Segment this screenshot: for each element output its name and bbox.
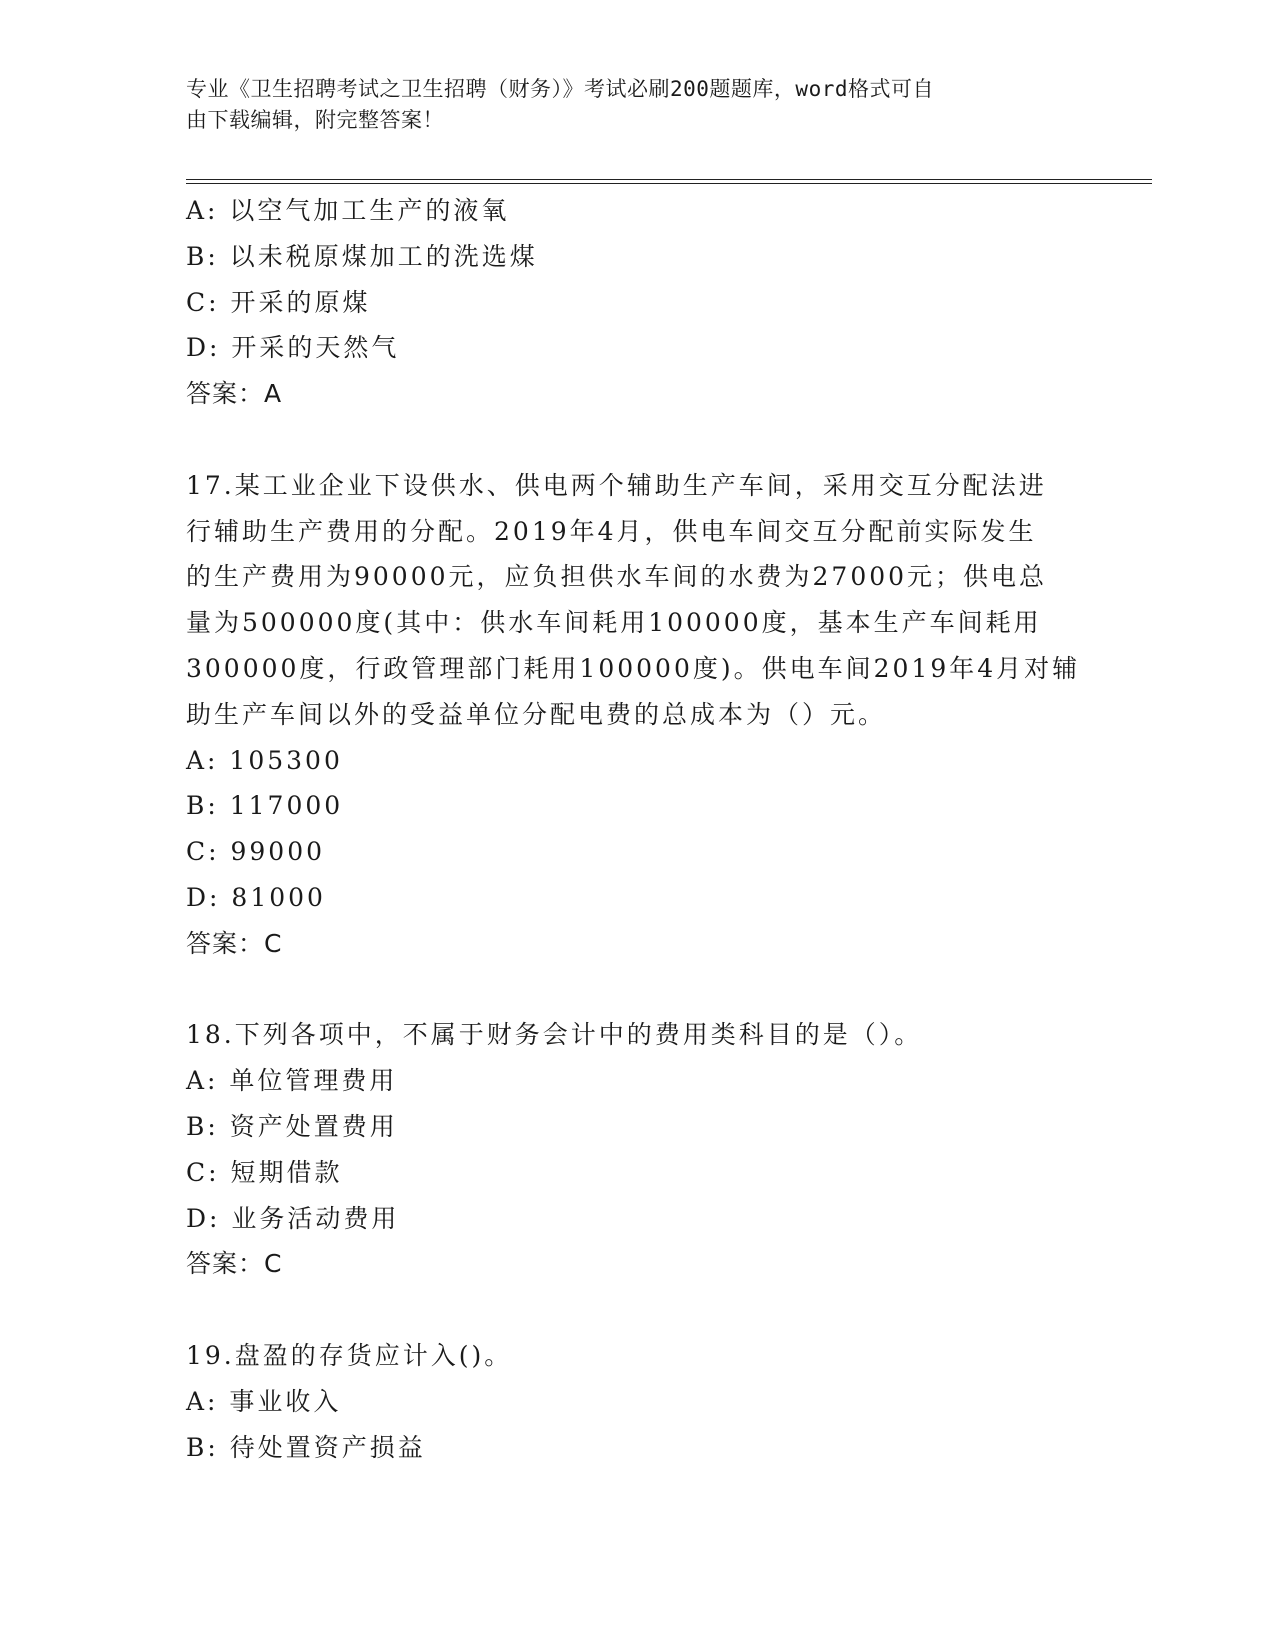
option-b: B: 资产处置费用 (186, 1111, 398, 1141)
option-d: D: 业务活动费用 (186, 1203, 400, 1233)
header-divider-top (186, 179, 1152, 180)
question-line: 量为500000度(其中：供水车间耗用100000度，基本生产车间耗用 (186, 608, 1042, 638)
spacer (186, 417, 1086, 463)
option-c: C: 开采的原煤 (186, 287, 371, 317)
question-16 (186, 188, 1086, 417)
question-line: 行辅助生产费用的分配。2019年4月，供电车间交互分配前实际发生 (186, 516, 1037, 546)
header-divider-bottom (186, 183, 1152, 184)
question-line: 300000度，行政管理部门耗用100000度)。供电车间2019年4月对辅 (186, 653, 1081, 683)
answer-line: 答案：C (186, 1249, 283, 1279)
header-line-1: 专业《卫生招聘考试之卫生招聘（财务）》考试必刷200题题库，word格式可自 (186, 77, 934, 101)
question-line: 助生产车间以外的受益单位分配电费的总成本为（）元。 (186, 699, 887, 729)
option-b: B: 待处置资产损益 (186, 1432, 426, 1462)
option-a: A: 单位管理费用 (186, 1066, 398, 1096)
question-17 (186, 463, 1086, 967)
question-18 (186, 1012, 1086, 1287)
option-a: A: 以空气加工生产的液氧 (186, 196, 510, 225)
option-d: D: 81000 (186, 882, 326, 912)
question-line: 17.某工业企业下设供水、供电两个辅助生产车间，采用交互分配法进 (186, 470, 1047, 500)
question-text: 19.盘盈的存货应计入()。 (186, 1340, 513, 1370)
option-b: B: 以未税原煤加工的洗选煤 (186, 241, 538, 271)
option-a: A: 105300 (186, 745, 343, 775)
option-d: D: 开采的天然气 (186, 333, 400, 363)
spacer (186, 1287, 1086, 1333)
question-line: 的生产费用为90000元，应负担供水车间的水费为27000元；供电总 (186, 562, 1048, 592)
option-c: C: 短期借款 (186, 1157, 343, 1187)
answer-line: 答案：A (186, 379, 283, 409)
question-19 (186, 1333, 1086, 1470)
question-content (186, 188, 1086, 1470)
option-c: C: 99000 (186, 837, 326, 867)
question-text: 18.下列各项中，不属于财务会计中的费用类科目的是（）。 (186, 1020, 923, 1050)
answer-line: 答案：C (186, 928, 283, 958)
document-header (186, 74, 1066, 136)
option-a: A: 事业收入 (186, 1386, 342, 1416)
spacer (186, 967, 1086, 1013)
option-b: B: 117000 (186, 791, 344, 821)
header-line-2: 由下载编辑，附完整答案！ (186, 108, 444, 132)
